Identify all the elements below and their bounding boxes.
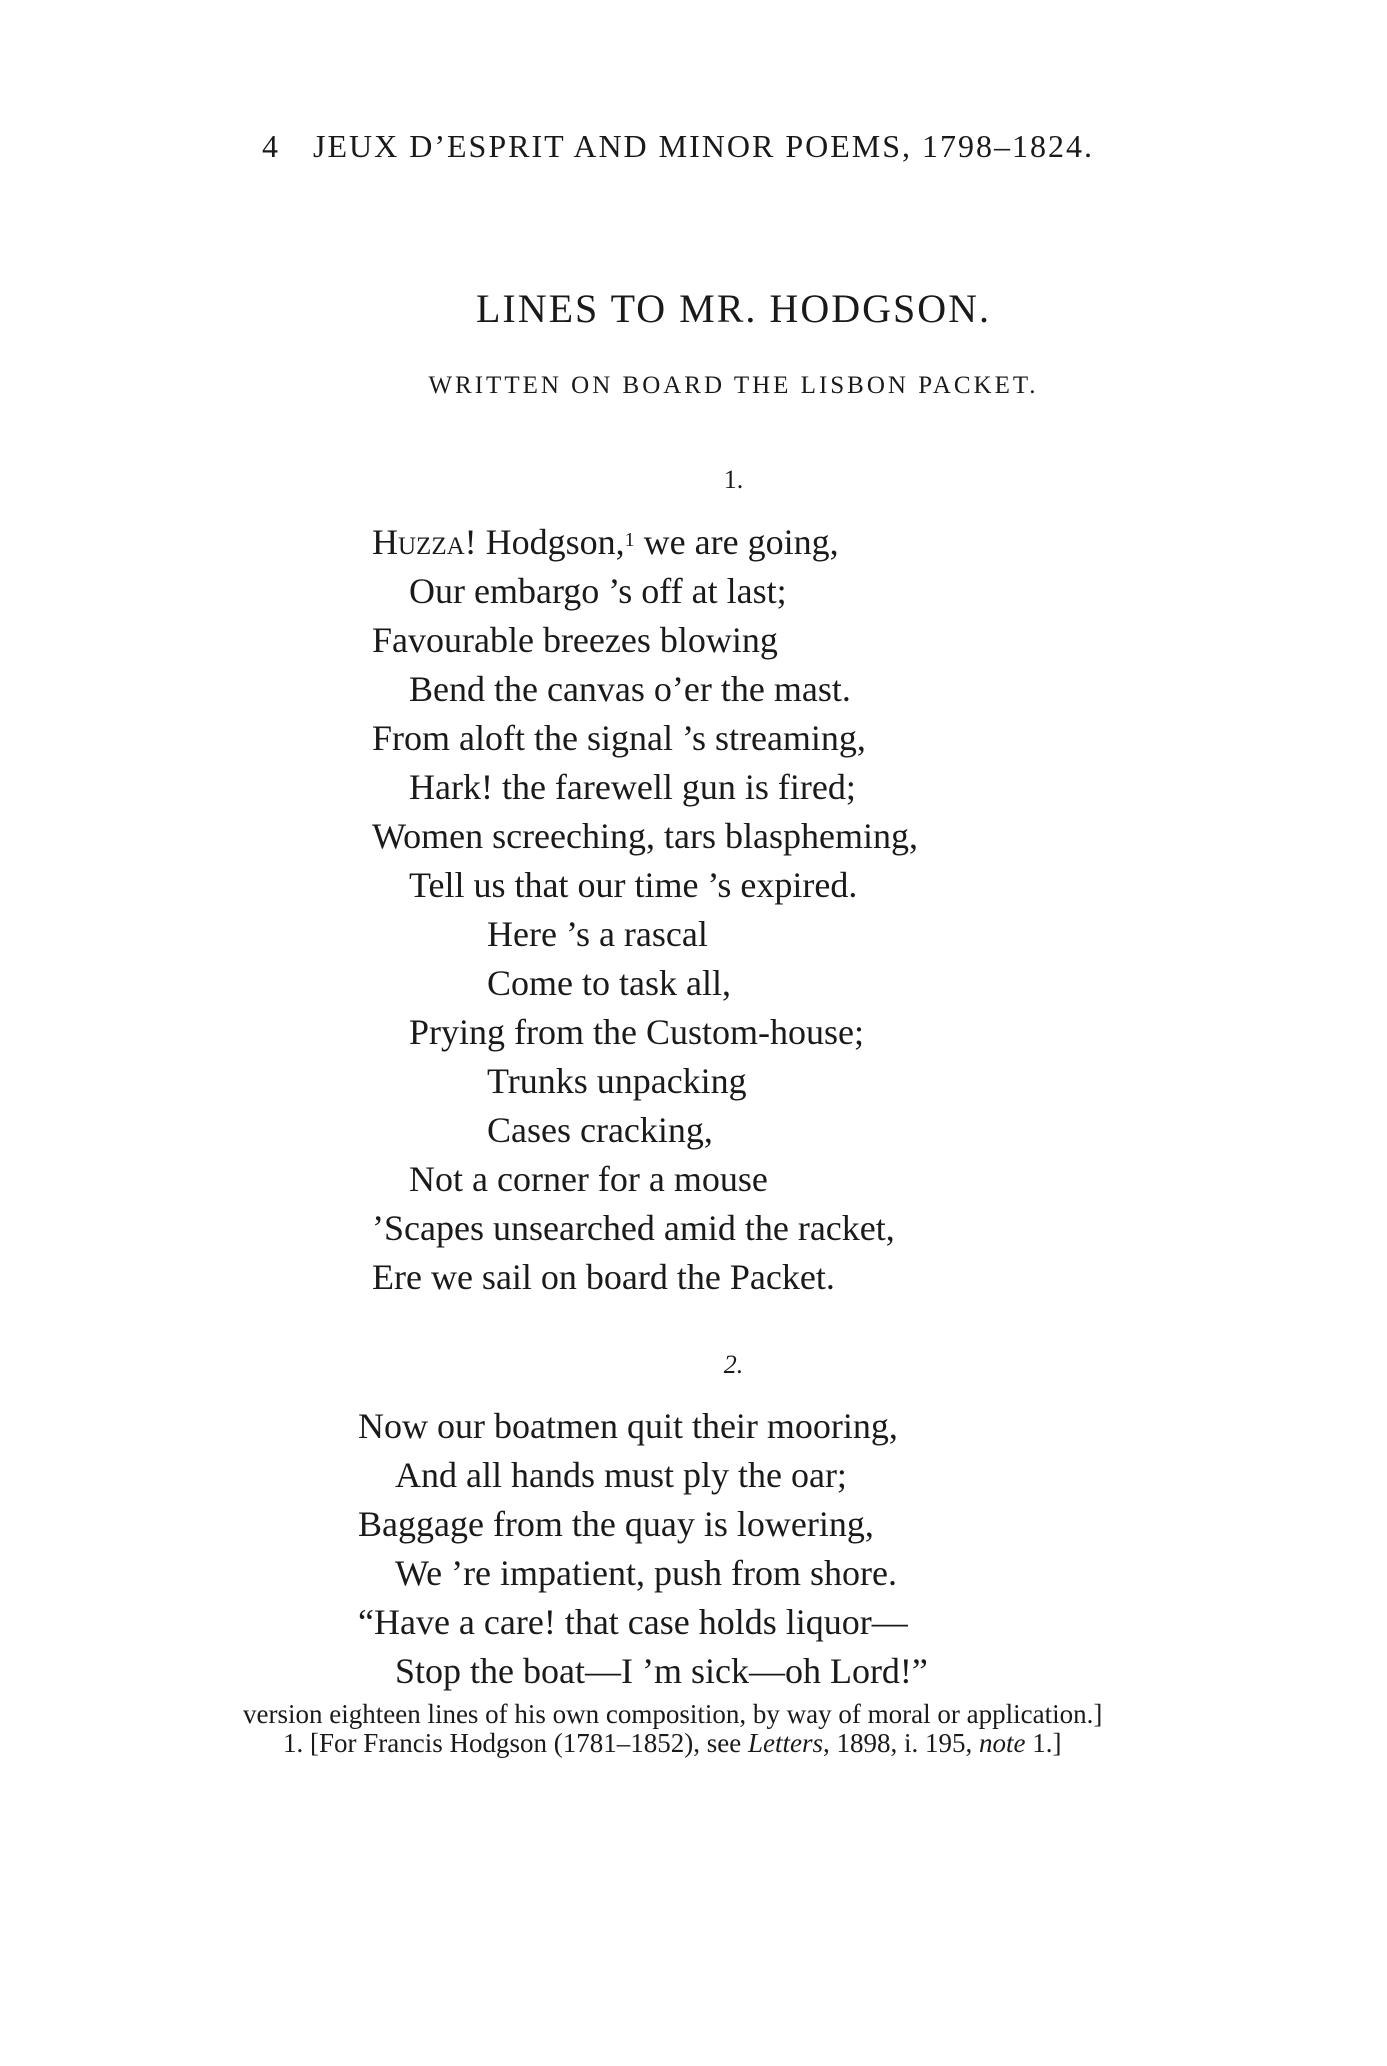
footnote-text: , 1898, i. 195,	[822, 1728, 979, 1758]
page-number: 4	[262, 128, 279, 164]
footnotes	[243, 1700, 1203, 1758]
stanza-number: 2.	[723, 1350, 744, 1379]
footnote-continuation: version eighteen lines of his own composition, by way of moral or application.]	[243, 1699, 1103, 1729]
stanza-2	[358, 1402, 928, 1696]
verse-line: Come to task all,	[487, 963, 731, 1003]
verse-line: Now our boatmen quit their mooring,	[358, 1406, 898, 1446]
verse-line: Hark! the farewell gun is fired;	[409, 767, 856, 807]
verse-line: Stop the boat—I ’m sick—oh Lord!”	[395, 1651, 928, 1691]
verse-line: Here ’s a rascal	[487, 914, 708, 954]
verse-line: Prying from the Custom-house;	[409, 1012, 864, 1052]
verse-line: Our embargo ’s off at last;	[409, 571, 787, 611]
verse-line: Bend the canvas o’er the mast.	[409, 669, 851, 709]
verse-line: Tell us that our time ’s expired.	[409, 865, 858, 905]
verse-line: “Have a care! that case holds liquor—	[358, 1602, 908, 1642]
verse-line: From aloft the signal ’s streaming,	[372, 718, 866, 758]
poem-title: LINES TO MR. HODGSON.	[475, 286, 991, 331]
verse-line: Women screeching, tars blaspheming,	[372, 816, 918, 856]
running-head: JEUX D’ESPRIT AND MINOR POEMS, 1798–1824.	[313, 128, 1095, 164]
footnote-text: 1. [For Francis Hodgson (1781–1852), see	[283, 1728, 748, 1758]
footnote-citation: note	[978, 1728, 1026, 1758]
verse-word: Huzza	[372, 522, 465, 562]
verse-line: Trunks unpacking	[487, 1061, 747, 1101]
verse-line: We ’re impatient, push from shore.	[395, 1553, 897, 1593]
verse-line: Cases cracking,	[487, 1110, 713, 1150]
stanza-number: 1.	[723, 465, 744, 494]
running-header	[262, 128, 1094, 165]
verse-line: Ere we sail on board the Packet.	[372, 1257, 835, 1297]
stanza-1	[372, 518, 918, 1302]
verse-line: Baggage from the quay is lowering,	[358, 1504, 874, 1544]
footnote-marker: 1	[624, 529, 635, 551]
footnote-citation: Letters	[747, 1728, 823, 1758]
verse-line: Favourable breezes blowing	[372, 620, 778, 660]
poem-subtitle: WRITTEN ON BOARD THE LISBON PACKET.	[428, 372, 1039, 399]
verse-line	[372, 518, 918, 567]
verse-line: Not a corner for a mouse	[409, 1159, 768, 1199]
footnote-text: 1.]	[1025, 1728, 1062, 1758]
verse-text: ! Hodgson,	[464, 522, 625, 562]
verse-text: we are going,	[634, 522, 839, 562]
verse-line: And all hands must ply the oar;	[395, 1455, 847, 1495]
verse-line: ’Scapes unsearched amid the racket,	[372, 1208, 895, 1248]
footnote-1	[243, 1729, 1203, 1758]
